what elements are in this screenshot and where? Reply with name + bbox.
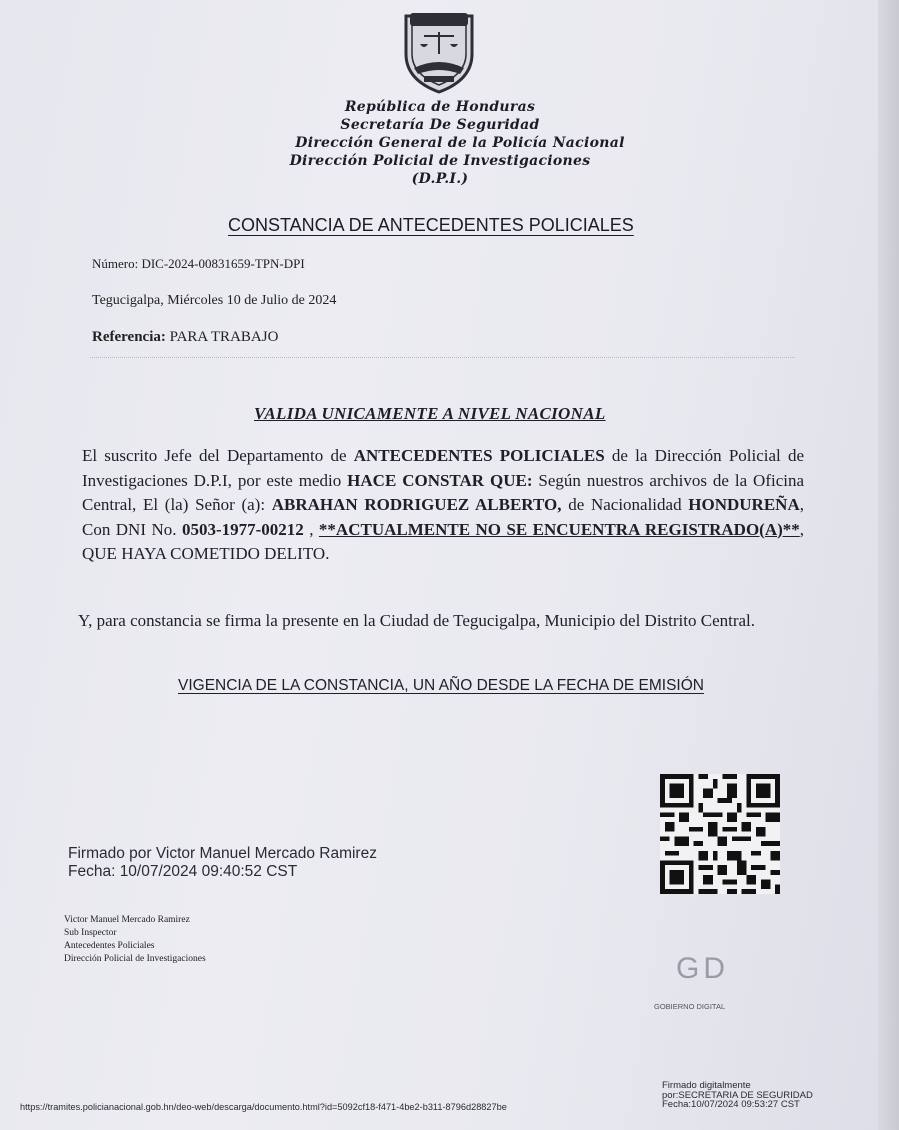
referencia-value: PARA TRABAJO bbox=[169, 329, 279, 345]
body-text-2: de la Dirección Policial de Investigaciones D.P.I, por este medio bbox=[82, 446, 805, 490]
signature-block bbox=[68, 845, 377, 881]
digital-stamp-line2: por:SECRETARIA DE SEGURIDAD bbox=[662, 1089, 813, 1101]
header-line-secretaria: Secretaría De Seguridad bbox=[340, 117, 540, 133]
signed-by: Firmado por Victor Manuel Mercado Ramirez bbox=[68, 845, 377, 862]
institution-header bbox=[240, 98, 640, 188]
body-text-1: El suscrito Jefe del Departamento de bbox=[82, 446, 347, 465]
header-line-dpi: (D.P.I.) bbox=[411, 171, 469, 187]
police-seal-icon bbox=[400, 10, 478, 94]
numero-value: DIC-2024-00831659-TPN-DPI bbox=[141, 256, 305, 271]
header-line-republica: República de Honduras bbox=[344, 99, 536, 115]
body-text-3: Según nuestros archivos de la Oficina Central, El (la) Señor (a): bbox=[82, 470, 805, 514]
qr-code-icon bbox=[660, 773, 780, 895]
separator-line bbox=[90, 357, 795, 358]
signer-rank: Sub Inspector bbox=[64, 928, 117, 938]
digital-stamp-line1: Firmado digitalmente bbox=[662, 1080, 751, 1091]
numero-label: Número: bbox=[92, 256, 139, 271]
body-hace-constar: HACE CONSTAR QUE: bbox=[347, 470, 533, 490]
valid-nationally-notice: VALIDA UNICAMENTE A NIVEL NACIONAL bbox=[254, 404, 606, 423]
signer-details bbox=[64, 914, 206, 966]
document-number bbox=[92, 256, 305, 272]
signer-department: Antecedentes Policiales bbox=[64, 941, 155, 951]
body-text-4: de Nacionalidad bbox=[568, 495, 682, 514]
document-title: CONSTANCIA DE ANTECEDENTES POLICIALES bbox=[228, 215, 634, 235]
certification-paragraph bbox=[82, 444, 804, 567]
body-text-7: , QUE HAYA COMETIDO DELITO. bbox=[82, 519, 805, 563]
page-edge bbox=[878, 0, 899, 1130]
gobierno-digital-logo bbox=[652, 950, 764, 1018]
gd-logo-icon: GD bbox=[676, 952, 729, 985]
verification-url: https://tramites.policianacional.gob.hn/deo-web/descarga/documento.html?id=5092cf18-f471-4be2-b311-8796d28827be bbox=[20, 1102, 507, 1112]
body-antecedentes: ANTECEDENTES POLICIALES bbox=[353, 446, 605, 465]
closing-paragraph: Y, para constancia se firma la presente en la Ciudad de Tegucigalpa, Municipio del Distrito Central. bbox=[78, 611, 756, 630]
digital-signature-stamp bbox=[662, 1081, 813, 1110]
place-date-line: Tegucigalpa, Miércoles 10 de Julio de 2024 bbox=[92, 293, 337, 308]
signature-date: Fecha: 10/07/2024 09:40:52 CST bbox=[68, 863, 298, 880]
digital-stamp-line3: Fecha:10/07/2024 09:53:27 CST bbox=[662, 1099, 800, 1110]
dni-number: 0503-1977-00212 bbox=[181, 519, 304, 539]
referencia-label: Referencia: bbox=[92, 329, 166, 345]
header-line-direccion-general: Dirección General de la Policía Nacional bbox=[295, 135, 625, 151]
person-name: ABRAHAN RODRIGUEZ ALBERTO, bbox=[271, 495, 562, 514]
validity-notice: VIGENCIA DE LA CONSTANCIA, UN AÑO DESDE LA FECHA DE EMISIÓN bbox=[178, 677, 704, 694]
nationality: HONDUREÑA bbox=[688, 495, 800, 514]
body-text-5: , Con DNI No. bbox=[82, 495, 804, 539]
signer-name: Victor Manuel Mercado Ramirez bbox=[64, 915, 190, 925]
header-line-direccion-policial: Dirección Policial de Investigaciones bbox=[289, 153, 591, 169]
gd-logo-caption: GOBIERNO DIGITAL bbox=[654, 1002, 726, 1011]
signer-division: Dirección Policial de Investigaciones bbox=[64, 954, 206, 964]
reference-line bbox=[92, 329, 278, 346]
registration-status: **ACTUALMENTE NO SE ENCUENTRA REGISTRADO(A)** bbox=[318, 519, 800, 539]
body-text-6: , bbox=[309, 519, 314, 539]
